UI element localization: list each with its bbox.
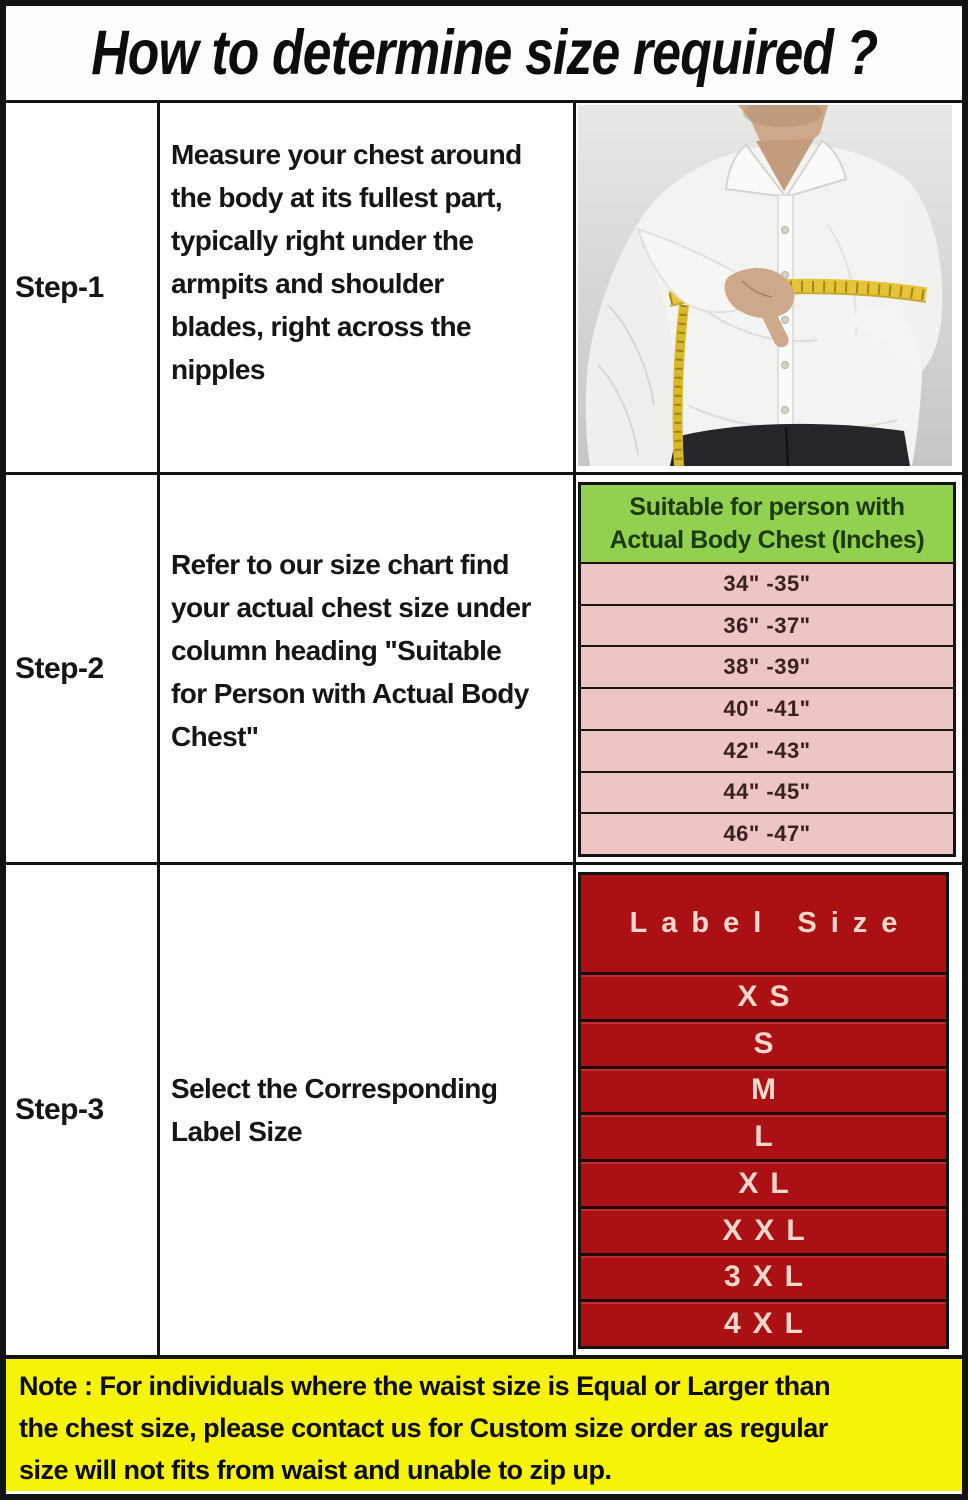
- note-line: size will not fits from waist and unable to zip up.: [19, 1455, 612, 1485]
- label-size-row: XS: [581, 972, 946, 1019]
- step2-desc-line: Refer to our size chart find: [171, 549, 509, 580]
- label-size-table: [578, 872, 949, 1349]
- step1-label: Step-1: [15, 270, 104, 304]
- label-size-row: 3XL: [581, 1253, 946, 1300]
- note-line: Note : For individuals where the waist size is Equal or Larger than: [19, 1371, 831, 1401]
- label-size-row: XL: [581, 1159, 946, 1206]
- chest-size-row: 46" -47": [581, 812, 953, 854]
- steps-table: [6, 103, 962, 1355]
- chest-size-row: 38" -39": [581, 645, 953, 687]
- step3-visual-cell: [576, 865, 962, 1355]
- step3-label: Step-3: [15, 1093, 104, 1126]
- title-bar: [6, 6, 962, 103]
- chest-size-row: 44" -45": [581, 771, 953, 813]
- step3-description: [160, 865, 576, 1355]
- page-title: How to determine size required ?: [90, 18, 878, 88]
- note-line: the chest size, please contact us for Custom size order as regular: [19, 1413, 828, 1443]
- step2-desc-line: column heading "Suitable: [171, 635, 502, 666]
- chest-size-row: 34" -35": [581, 562, 953, 604]
- step3-desc-line: Label Size: [171, 1116, 302, 1147]
- label-size-row: S: [581, 1019, 946, 1066]
- step1-desc-line: armpits and shoulder: [171, 268, 444, 299]
- step1-desc-line: the body at its fullest part,: [171, 182, 503, 213]
- step1-label-cell: [6, 103, 160, 475]
- chest-size-chart: [578, 482, 956, 857]
- step1-visual-cell: [576, 103, 962, 475]
- step2-description: [160, 475, 576, 865]
- label-size-row: XXL: [581, 1206, 946, 1253]
- custom-size-note: [6, 1355, 962, 1491]
- step2-desc-line: Chest": [171, 721, 259, 752]
- step1-desc-line: typically right under the: [171, 225, 474, 256]
- label-size-header: Label Size: [629, 907, 912, 939]
- step3-label-cell: [6, 865, 160, 1355]
- step2-label-cell: [6, 475, 160, 865]
- step1-desc-line: nipples: [171, 354, 265, 385]
- step2-desc-line: for Person with Actual Body: [171, 678, 529, 709]
- step1-desc-line: blades, right across the: [171, 311, 471, 342]
- chest-measurement-photo: [578, 105, 952, 466]
- label-size-row: 4XL: [581, 1299, 946, 1346]
- chest-size-chart-header: [581, 485, 953, 562]
- step2-visual-cell: [576, 475, 962, 865]
- chart-header-line: Actual Body Chest (Inches): [609, 525, 925, 554]
- chart-header-line: Suitable for person with: [629, 492, 905, 521]
- chest-size-row: 40" -41": [581, 687, 953, 729]
- label-size-row: M: [581, 1066, 946, 1113]
- step2-desc-line: your actual chest size under: [171, 592, 531, 623]
- chest-size-row: 42" -43": [581, 729, 953, 771]
- step1-description: [160, 103, 576, 475]
- step2-label: Step-2: [15, 651, 104, 685]
- chest-size-row: 36" -37": [581, 604, 953, 646]
- step1-desc-line: Measure your chest around: [171, 139, 522, 170]
- step3-desc-line: Select the Corresponding: [171, 1073, 498, 1104]
- label-size-row: L: [581, 1112, 946, 1159]
